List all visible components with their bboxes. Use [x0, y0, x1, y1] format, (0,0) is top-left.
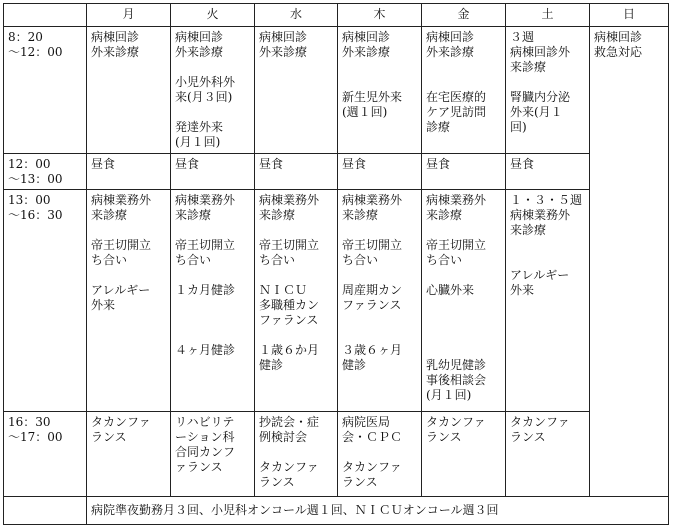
cell-line: [175, 268, 250, 283]
cell-line: 病棟業務外: [342, 193, 403, 207]
cell-line: 外来診療: [259, 45, 308, 59]
cell-line: ～17：00: [8, 430, 63, 444]
footer-cell: [87, 497, 669, 525]
cell-line: ３週: [510, 30, 535, 44]
cell-line: [342, 75, 417, 90]
cell-line: ～16：30: [8, 208, 63, 222]
cell-line: タカンファ: [426, 415, 486, 429]
cell-line: 事後相談会: [426, 373, 487, 387]
cell-sun-all: [590, 27, 669, 497]
cell-line: １・３・５週: [510, 193, 583, 207]
cell-line: 来診療: [342, 208, 379, 222]
cell-line: [426, 60, 501, 75]
cell-line: [175, 313, 250, 328]
cell-line: 昼食: [91, 157, 116, 171]
cell-line: 病棟回診: [594, 30, 643, 44]
cell-line: 外来: [91, 298, 116, 312]
cell-line: 病棟業務外: [510, 208, 571, 222]
cell-line: 合同カンフ: [175, 445, 236, 459]
cell-line: ケア児訪問: [426, 105, 487, 119]
cell-line: [426, 343, 501, 358]
header-row: [4, 4, 669, 27]
cell-line: ランス: [342, 475, 378, 489]
cell-line: 心臓外来: [426, 283, 475, 297]
cell-line: 小児外科外: [175, 75, 236, 89]
cell-tue-afternoon: [171, 190, 255, 412]
cell-line: 来診療: [259, 208, 296, 222]
cell-line: [259, 268, 333, 283]
row-morning: [4, 27, 669, 154]
cell-line: 8：20: [8, 30, 43, 44]
cell-line: 腎臓内分泌: [510, 90, 571, 104]
cell-tue-morning: [171, 27, 255, 154]
cell-line: [342, 313, 417, 328]
cell-line: ～13：00: [8, 172, 63, 186]
cell-line: 病棟回診: [259, 30, 308, 44]
cell-line: [342, 268, 417, 283]
cell-line: 帝王切開立: [175, 238, 236, 252]
cell-line: [426, 75, 501, 90]
cell-line: 外来診療: [342, 45, 391, 59]
cell-line: 病院医局: [342, 415, 391, 429]
cell-line: 救急対応: [594, 45, 643, 59]
cell-wed-morning: [255, 27, 338, 154]
day-header-thu: 木: [338, 4, 422, 27]
cell-line: 来診療: [510, 223, 547, 237]
cell-line: [259, 223, 333, 238]
cell-line: 会・ＣＰＣ: [342, 430, 403, 444]
cell-line: アレルギー: [91, 283, 151, 297]
cell-line: 健診: [259, 358, 284, 372]
cell-fri-lunch: [422, 154, 506, 190]
cell-line: ＮＩＣＵ: [259, 283, 308, 297]
cell-line: 在宅医療的: [426, 90, 487, 104]
cell-line: [426, 298, 501, 313]
cell-line: ーション科: [175, 430, 235, 444]
cell-line: 病棟回診: [175, 30, 224, 44]
cell-line: [91, 223, 166, 238]
day-header-wed: 水: [255, 4, 338, 27]
cell-mon-morning: [87, 27, 171, 154]
cell-line: タカンファ: [342, 460, 402, 474]
cell-line: １歳６か月: [259, 343, 320, 357]
corner-cell: [4, 4, 87, 27]
cell-line: 外来診療: [426, 45, 475, 59]
cell-line: (月１回): [175, 135, 221, 149]
cell-line: リハビリテ: [175, 415, 235, 429]
cell-line: ち合い: [91, 253, 128, 267]
cell-line: タカンファ: [259, 460, 319, 474]
cell-sat-morning: [506, 27, 590, 154]
cell-line: [175, 60, 250, 75]
cell-line: 帝王切開立: [342, 238, 403, 252]
cell-line: 抄読会・症: [259, 415, 320, 429]
cell-line: 来診療: [426, 208, 463, 222]
cell-sat-evening: [506, 412, 590, 497]
cell-line: 外来(月１: [510, 105, 563, 119]
cell-line: ～12：00: [8, 45, 63, 59]
cell-line: [342, 445, 417, 460]
cell-tue-evening: [171, 412, 255, 497]
cell-line: ち合い: [175, 253, 212, 267]
cell-line: アレルギー: [510, 268, 570, 282]
cell-line: [342, 223, 417, 238]
cell-line: ３歳６ヶ月: [342, 343, 403, 357]
cell-line: 多職種カン: [259, 298, 320, 312]
cell-line: [175, 328, 250, 343]
cell-line: 16：30: [8, 415, 51, 429]
cell-line: タカンファ: [510, 415, 570, 429]
cell-line: [510, 75, 585, 90]
cell-line: 病棟回診: [426, 30, 475, 44]
cell-mon-lunch: [87, 154, 171, 190]
cell-fri-evening: [422, 412, 506, 497]
cell-fri-afternoon: [422, 190, 506, 412]
cell-line: [510, 238, 585, 253]
cell-line: 病棟業務外: [426, 193, 487, 207]
cell-wed-lunch: [255, 154, 338, 190]
cell-line: 外来診療: [175, 45, 224, 59]
cell-line: 昼食: [426, 157, 451, 171]
cell-line: ランス: [91, 430, 127, 444]
cell-line: 帝王切開立: [259, 238, 320, 252]
cell-line: 病棟回診: [342, 30, 391, 44]
cell-line: [426, 223, 501, 238]
cell-line: ランス: [510, 430, 546, 444]
cell-line: [510, 253, 585, 268]
row-afternoon: [4, 190, 669, 412]
time-cell-evening: [4, 412, 87, 497]
cell-line: [342, 60, 417, 75]
cell-line: ち合い: [342, 253, 379, 267]
cell-line: 診療: [426, 120, 451, 134]
day-header-mon: 月: [87, 4, 171, 27]
cell-line: 昼食: [175, 157, 200, 171]
time-cell-morning: [4, 27, 87, 154]
cell-mon-evening: [87, 412, 171, 497]
cell-line: ち合い: [259, 253, 296, 267]
cell-line: [175, 105, 250, 120]
day-header-sun: 日: [590, 4, 669, 27]
cell-line: ランス: [259, 475, 295, 489]
cell-line: 来(月３回): [175, 90, 233, 104]
day-header-fri: 金: [422, 4, 506, 27]
cell-line: 来診療: [91, 208, 128, 222]
cell-line: [175, 223, 250, 238]
cell-thu-afternoon: [338, 190, 422, 412]
cell-line: [426, 313, 501, 328]
cell-line: 病棟業務外: [259, 193, 320, 207]
footer-row: [4, 497, 669, 525]
cell-line: [426, 328, 501, 343]
footer-left-blank: [4, 497, 87, 525]
cell-line: ァランス: [175, 460, 223, 474]
cell-line: 13：00: [8, 193, 51, 207]
time-cell-afternoon: [4, 190, 87, 412]
cell-line: 病棟業務外: [91, 193, 152, 207]
day-header-sat: 土: [506, 4, 590, 27]
cell-line: ４ヶ月健診: [175, 343, 236, 357]
row-lunch: [4, 154, 669, 190]
cell-line: ファランス: [342, 298, 402, 312]
cell-line: 発達外来: [175, 120, 224, 134]
cell-line: 外来診療: [91, 45, 140, 59]
cell-line: 外来: [510, 283, 535, 297]
row-evening: [4, 412, 669, 497]
cell-wed-afternoon: [255, 190, 338, 412]
cell-line: 例検討会: [259, 430, 308, 444]
cell-line: 回): [510, 120, 527, 134]
cell-line: 健診: [342, 358, 367, 372]
cell-line: ファランス: [259, 313, 319, 327]
cell-line: 来診療: [175, 208, 212, 222]
cell-wed-evening: [255, 412, 338, 497]
cell-line: 新生児外来: [342, 90, 403, 104]
cell-fri-morning: [422, 27, 506, 154]
cell-line: [259, 445, 333, 460]
cell-line: ち合い: [426, 253, 463, 267]
cell-line: 帝王切開立: [91, 238, 152, 252]
cell-sat-lunch: [506, 154, 590, 190]
cell-line: 12：00: [8, 157, 51, 171]
cell-line: タカンファ: [91, 415, 151, 429]
time-cell-lunch: [4, 154, 87, 190]
cell-line: 昼食: [259, 157, 284, 171]
cell-line: 乳幼児健診: [426, 358, 487, 372]
cell-mon-afternoon: [87, 190, 171, 412]
cell-line: [259, 328, 333, 343]
cell-thu-lunch: [338, 154, 422, 190]
weekly-schedule-table: [3, 3, 669, 525]
cell-line: 昼食: [510, 157, 535, 171]
cell-line: １カ月健診: [175, 283, 236, 297]
cell-line: 来診療: [510, 60, 547, 74]
cell-line: (週１回): [342, 105, 388, 119]
cell-line: [342, 328, 417, 343]
cell-line: 昼食: [342, 157, 367, 171]
cell-line: 病棟回診外: [510, 45, 571, 59]
cell-line: [91, 268, 166, 283]
cell-thu-morning: [338, 27, 422, 154]
cell-thu-evening: [338, 412, 422, 497]
day-header-tue: 火: [171, 4, 255, 27]
cell-line: ランス: [426, 430, 462, 444]
cell-sat-afternoon: [506, 190, 590, 412]
cell-line: 帝王切開立: [426, 238, 487, 252]
footer-note: 病院準夜勤務月３回、小児科オンコール週１回、ＮＩＣＵオンコール週３回: [91, 503, 499, 517]
cell-line: 周産期カン: [342, 283, 403, 297]
cell-line: 病棟回診: [91, 30, 140, 44]
cell-line: [426, 268, 501, 283]
cell-line: (月１回): [426, 388, 472, 402]
cell-line: [175, 298, 250, 313]
cell-tue-lunch: [171, 154, 255, 190]
cell-line: 病棟業務外: [175, 193, 236, 207]
